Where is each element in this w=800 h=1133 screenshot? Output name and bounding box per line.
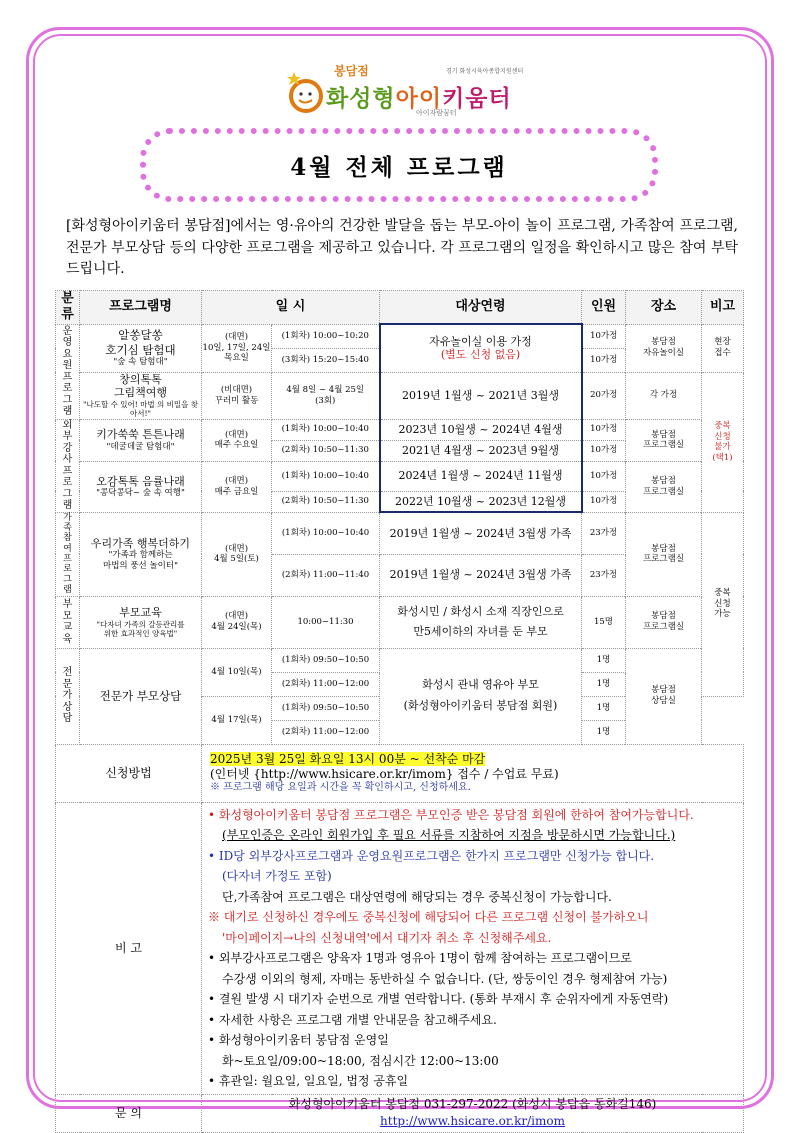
place: 봉담점 프로그램실: [626, 512, 702, 596]
place: 봉담점 상담실: [626, 648, 702, 744]
target-age: 자유놀이실 이용 가정 (별도 신청 없음): [380, 324, 582, 372]
target-age: 화성시민 / 화성시 소재 직장인으로 만5세이하의 자녀를 둔 부모: [380, 596, 582, 648]
note: 현장 접수: [702, 324, 744, 372]
apply-label: 신청방법: [56, 744, 202, 802]
contact-link[interactable]: http://www.hsicare.or.kr/imom: [380, 1114, 565, 1128]
target-age: 2021년 4월생 ~ 2023년 9월생: [380, 440, 582, 461]
target-age: 2019년 1월생 ~ 2024년 3월생 가족: [380, 512, 582, 554]
session-time: (2회차) 11:00~12:00: [272, 672, 380, 696]
notes-label: 비 고: [56, 802, 202, 1094]
contact-label: 문 의: [56, 1094, 202, 1132]
contact-content: 화성형아이키움터 봉담점 031-297-2022 (화성시 봉담읍 동화길146) http://www.hsicare.or.kr/imom: [202, 1094, 744, 1132]
table-row: [56, 372, 744, 419]
session-time: (2회차) 10:50~11:30: [272, 440, 380, 461]
program-table: [55, 290, 744, 1133]
table-row: [56, 596, 744, 648]
program-name: 알쏭달쏭 호기심 탐험대 "숲 속 탐험대": [80, 324, 202, 372]
apply-content: [202, 744, 744, 802]
people-count: 10가정: [582, 491, 626, 512]
cat-expert: 전문가상담: [56, 648, 80, 744]
session-time: (1회차) 10:00~10:40: [272, 512, 380, 554]
place: 각 가정: [626, 372, 702, 419]
people-count: 23가정: [582, 512, 626, 554]
target-age: 2019년 1월생 ~ 2021년 3월생: [380, 372, 582, 419]
people-count: 1명: [582, 672, 626, 696]
logo-name: 화성형아이키움터: [326, 86, 512, 112]
contact-row: [56, 1094, 744, 1132]
session-time: (2회차) 11:00~11:40: [272, 554, 380, 596]
target-age: 화성시 관내 영유아 부모 (화성형아이키움터 봉담점 회원): [380, 648, 582, 744]
note-duplicate-ok: 중복 신청 가능: [702, 512, 744, 696]
notes-content: • 화성형아이키움터 봉담점 프로그램은 부모인증 받은 봉담점 회원에 한하여 참여가능합니다. (부모인증은 온라인 회원가입 후 필요 서류를 지참하여 지점을 방문하시면 가능합니다.) • ID당 외부강사프로그램과 운영요원프로그램은 한가지 프로그램만 신청가능 합니다. (다자녀 가정도 포함) 단,가족참여 프로그램은 대상연령에 해당되는 경우 중복신청이 가능합니다. ※ 대기로 신청하신 경우에도 중복신청에 해당되어 다른 프로그램 신청이 불가하오니 '마이페이지→나의 신청내역'에서 대기자 취소 후 신청해주세요. • 외부강사프로그램은 양육자 1명과 영유아 1명이 함께 참여하는 프로그램이므로 수강생 이외의 형제, 자매는 동반하실 수 없습니다. (단, 쌍둥이인 경우 형제참여 가능) • 결원 발생 시 대기자 순번으로 개별 연락합니다. (통화 부재시 후 순위자에게 자동연락) • 자세한 사항은 프로그램 개별 안내문을 참고해주세요. • 화성형아이키움터 봉담점 운영일 화~토요일/09:00~18:00, 점심시간 12:00~13:00 • 휴관일: 월요일, 일요일, 법정 공휴일: [202, 802, 744, 1094]
program-name: 오감톡톡 음률나래 "콩닥콩닥~ 숲 속 여행": [80, 461, 202, 512]
program-date: (대면) 매주 금요일: [202, 461, 272, 512]
session-time: 4월 8일 ~ 4월 25일 (3회): [272, 372, 380, 419]
program-name: 전문가 부모상담: [80, 648, 202, 744]
people-count: 23가정: [582, 554, 626, 596]
header-cat: 분류: [56, 291, 80, 325]
people-count: 10가정: [582, 440, 626, 461]
target-age: 2024년 1월생 ~ 2024년 11월생: [380, 461, 582, 491]
session-time: (1회차) 10:00~10:40: [272, 419, 380, 440]
logo-tagline: 아이자람꿈터: [416, 109, 457, 117]
cat-external: 외부강사프로그램: [56, 419, 80, 512]
session-time: (2회차) 11:00~12:00: [272, 720, 380, 744]
session-time: 10:00~11:30: [272, 596, 380, 648]
page-title: 4월 전체 프로그램: [290, 153, 508, 181]
header-name: 프로그램명: [80, 291, 202, 325]
program-name: 창의톡톡 그림책여행 "나도할 수 있어! 마법 의 비밀을 찾아서!": [80, 372, 202, 419]
table-row: [56, 461, 744, 491]
program-date: 4월 10일(목): [202, 648, 272, 696]
people-count: 10가정: [582, 324, 626, 348]
session-time: (2회차) 10:50~11:30: [272, 491, 380, 512]
session-time: (1회차) 09:50~10:50: [272, 696, 380, 720]
people-count: 1명: [582, 648, 626, 672]
apply-row: [56, 744, 744, 802]
table-header: [56, 291, 744, 325]
target-age: 2019년 1월생 ~ 2024년 3월생 가족: [380, 554, 582, 596]
target-age: 2023년 10월생 ~ 2024년 4월생: [380, 419, 582, 440]
program-name: 키가쑥쑥 튼튼나래 "데굴데굴 탐험대": [80, 419, 202, 461]
logo-branch: 봉담점: [334, 64, 369, 78]
program-name: 우리가족 행복더하기 "가족과 함께하는 마법의 풍선 놀이터": [80, 512, 202, 596]
program-date: (비대면) 꾸러미 활동: [202, 372, 272, 419]
session-time: (3회차) 15:20~15:40: [272, 348, 380, 372]
header-place: 장소: [626, 291, 702, 325]
title-box: [140, 128, 658, 202]
place: 봉담점 자유놀이실: [626, 324, 702, 372]
session-time: (1회차) 10:00~10:20: [272, 324, 380, 348]
cat-family: 가족참여프로그램: [56, 512, 80, 596]
table-row: [56, 648, 744, 672]
place: 봉담점 프로그램실: [626, 461, 702, 512]
people-count: 1명: [582, 720, 626, 744]
program-date: (대면) 매주 수요일: [202, 419, 272, 461]
program-date: 4월 17일(목): [202, 696, 272, 744]
people-count: 15명: [582, 596, 626, 648]
header-people: 인원: [582, 291, 626, 325]
apply-warning: ※ 프로그램 해당 요일과 시간을 꼭 확인하시고, 신청하세요.: [210, 781, 471, 793]
program-date: (대면) 10일, 17일, 24일 목요일: [202, 324, 272, 372]
header-note: 비고: [702, 291, 744, 325]
cat-parent-edu: 부모교육: [56, 596, 80, 648]
logo-corp: 경기 화성시육아종합지원센터: [446, 68, 524, 75]
session-time: (1회차) 10:00~10:40: [272, 461, 380, 491]
cat-operation: 운영요원프로그램: [56, 324, 80, 419]
table-row: [56, 419, 744, 440]
intro-text: [화성형아이키움터 봉담점]에서는 영·유아의 건강한 발달을 돕는 부모-아이 놀이 프로그램, 가족참여 프로그램, 전문가 부모상담 등의 다양한 프로그램을 제공하고 있습니다. 각 프로그램의 일정을 확인하시고 많은 참여 부탁드립니다.: [66, 218, 738, 277]
place: 봉담점 프로그램실: [626, 596, 702, 648]
header-date: 일 시: [202, 291, 380, 325]
apply-deadline: 2025년 3월 25일 화요일 13시 00분 ~ 선착순 마감: [210, 751, 486, 766]
people-count: 10가정: [582, 348, 626, 372]
note-no-duplicate: 중복 신청 불가 (택1): [702, 372, 744, 512]
sun-face-icon: [286, 72, 330, 116]
header-target: 대상연령: [380, 291, 582, 325]
logo: [286, 58, 546, 120]
table-row: [56, 324, 744, 348]
place: 봉담점 프로그램실: [626, 419, 702, 461]
people-count: 20가정: [582, 372, 626, 419]
session-time: (1회차) 09:50~10:50: [272, 648, 380, 672]
target-age: 2022년 10월생 ~ 2023년 12월생: [380, 491, 582, 512]
program-date: (대면) 4월 5일(토): [202, 512, 272, 596]
table-row: [56, 512, 744, 554]
program-name: 부모교육 "다자녀 가족의 갈등관리를 위한 효과적인 양육법": [80, 596, 202, 648]
people-count: 10가정: [582, 419, 626, 440]
notes-row: [56, 802, 744, 1094]
program-date: (대면) 4월 24일(목): [202, 596, 272, 648]
people-count: 10가정: [582, 461, 626, 491]
people-count: 1명: [582, 696, 626, 720]
apply-url: (인터넷 {http://www.hsicare.or.kr/imom} 접수 / 수업료 무료): [210, 766, 559, 781]
